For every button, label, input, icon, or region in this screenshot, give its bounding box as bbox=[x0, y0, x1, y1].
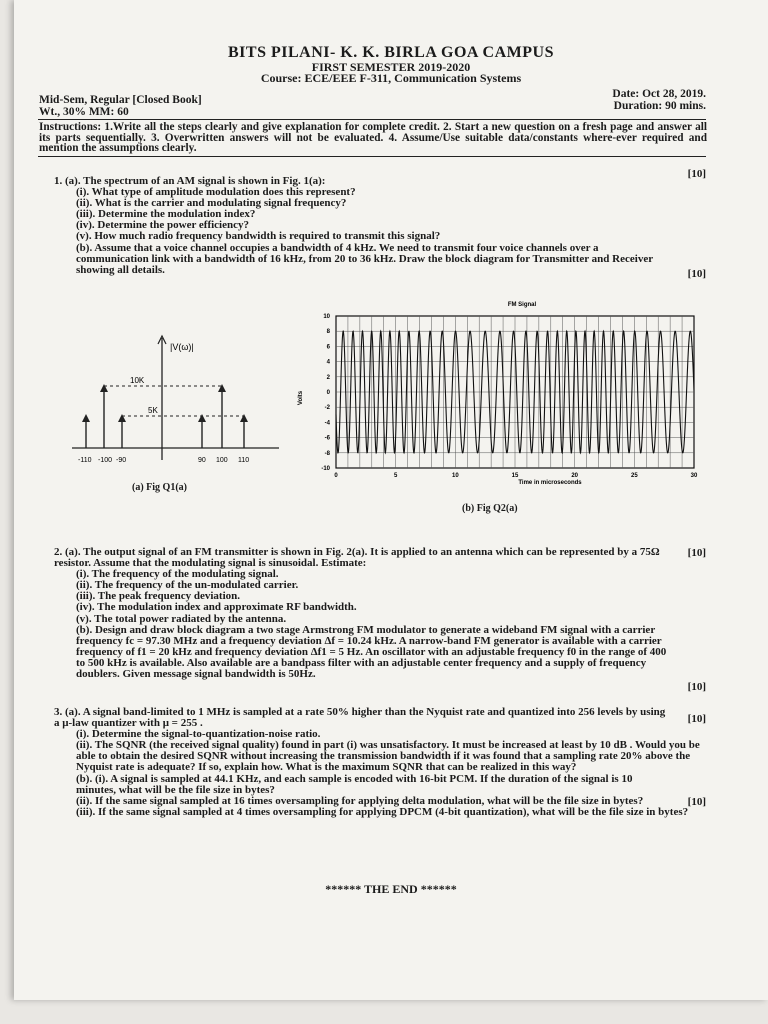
q2a-item: (v). The total power radiated by the antenna. bbox=[76, 612, 287, 625]
fig-q1a-caption: (a) Fig Q1(a) bbox=[132, 482, 187, 493]
y-tick-label: 10 bbox=[323, 314, 330, 320]
y-tick-label: -2 bbox=[324, 405, 330, 412]
q3a-item: (ii). The SQNR (the received signal quality) found in part (i) was unsatisfactory. It must be increased at least by 10 dB . Would you be able to obtain the desired SQNR without increasing the transmission bandwidth if it was found that a sampling rate 20% above the Nyquist rate is adequate? If so, explain how. What is the maximum SQNR that can be realized in this way? bbox=[76, 739, 700, 774]
y-tick-label: -8 bbox=[324, 450, 330, 457]
semester-line: FIRST SEMESTER 2019-2020 bbox=[311, 60, 471, 74]
x-tick-label: 15 bbox=[511, 473, 519, 479]
q2a-marks: [10] bbox=[687, 547, 706, 559]
x-tick-label: 25 bbox=[630, 473, 638, 479]
q1a-item: (v). How much radio frequency bandwidth is required to transmit this signal? bbox=[76, 230, 441, 243]
chart-title: FM Signal bbox=[507, 302, 537, 308]
level-low-label: 5K bbox=[148, 406, 158, 415]
x-tick-label: 10 bbox=[451, 473, 459, 479]
weightage: Wt., 30% MM: 60 bbox=[39, 106, 129, 118]
q1a-item: (i). What type of amplitude modulation does this represent? bbox=[76, 186, 356, 199]
y-tick-label: -4 bbox=[324, 420, 330, 427]
q3b-text: (b). (i). A signal is sampled at 44.1 KHz, and each sample is encoded with 16-bit PCM. If the duration of the signal is 10 minutes, what will be the file size in bytes? bbox=[76, 772, 633, 796]
instructions-rule bbox=[38, 156, 706, 157]
exam-type: Mid-Sem, Regular [Closed Book] bbox=[39, 94, 202, 106]
y-tick-label: 8 bbox=[326, 329, 330, 336]
y-tick-label: -10 bbox=[321, 466, 330, 472]
x-tick-label: 90 bbox=[198, 457, 206, 464]
level-high-label: 10K bbox=[130, 376, 145, 385]
q1a-marks: [10] bbox=[687, 168, 706, 180]
x-tick-label: 20 bbox=[571, 473, 579, 479]
exam-date: Date: Oct 28, 2019. bbox=[612, 88, 706, 100]
y-tick-label: 6 bbox=[326, 344, 330, 351]
am-spectrum-figure bbox=[64, 330, 289, 470]
y-tick-label: 2 bbox=[326, 374, 330, 381]
q1b-marks: [10] bbox=[687, 268, 706, 280]
y-tick-label: -6 bbox=[324, 435, 330, 442]
q3a-marks: [10] bbox=[687, 713, 706, 725]
question-1 bbox=[54, 176, 706, 276]
x-tick-label: 110 bbox=[238, 457, 250, 464]
q3b-marks: [10] bbox=[687, 796, 706, 808]
x-tick-label: -110 bbox=[78, 457, 92, 464]
q1b-text: (b). Assume that a voice channel occupies a bandwidth of 4 kHz. We need to transmit four voice channels over a communication link with a bandwidth of 16 kHz, from 20 to 36 kHz. Draw the block diagram for Transmitter and Receiver showing all details. bbox=[76, 241, 653, 276]
fm-signal-chart bbox=[292, 298, 702, 488]
q2b-marks: [10] bbox=[687, 681, 706, 693]
instructions: Instructions: 1.Write all the steps clearly and give explanation for complete credit. 2. Start a new question on a fresh page and answer all its parts sequentially. 3. Overwritten answers will not be evaluated. 4. Assume/Use suitable data/constants where-ever required and mention the assumptions clearly. bbox=[39, 121, 707, 154]
q1a-item: (iii). Determine the modulation index? bbox=[76, 208, 256, 221]
q2a-item: (i). The frequency of the modulating signal. bbox=[76, 568, 279, 581]
q1a-item: (iv). Determine the power efficiency? bbox=[76, 219, 249, 232]
q3a-item: (i). Determine the signal-to-quantization-noise ratio. bbox=[76, 728, 321, 741]
y-tick-label: 0 bbox=[326, 390, 330, 396]
q1a-intro: 1. (a). The spectrum of an AM signal is shown in Fig. 1(a): bbox=[54, 175, 326, 187]
q3b-item: (ii). If the same signal sampled at 16 times oversampling for applying delta modulation, what will be the file size in bytes? bbox=[76, 794, 644, 807]
q2a-item: (iv). The modulation index and approximate RF bandwidth. bbox=[76, 601, 357, 614]
x-tick-label: 100 bbox=[216, 457, 228, 464]
exam-paper bbox=[14, 0, 768, 1000]
fig-q2a-caption: (b) Fig Q2(a) bbox=[462, 503, 518, 514]
end-marker: ****** THE END ****** bbox=[325, 882, 457, 896]
university-title: BITS PILANI- K. K. BIRLA GOA CAMPUS bbox=[228, 44, 554, 61]
course-line: Course: ECE/EEE F-311, Communication Systems bbox=[260, 71, 522, 85]
q2a-text: 2. (a). The output signal of an FM transmitter is shown in Fig. 2(a). It is applied to an antenna which can be represented by a 75Ω resistor. Assume that the modulating signal is sinusoidal. Estimate: bbox=[54, 546, 660, 570]
q3a-text: 3. (a). A signal band-limited to 1 MHz is sampled at a rate 50% higher than the Nyquist rate and quantized into 256 levels by using a μ-law quantizer with μ = 255 . bbox=[54, 706, 666, 730]
x-tick-label: 5 bbox=[393, 473, 398, 479]
q2b-text: (b). Design and draw block diagram a two stage Armstrong FM modulator to generate a wideband FM signal with a carrier frequency fc = 97.30 MHz and a frequency deviation Δf = 10.24 kHz. A narrow-band FM generator is available with a carrier frequency of f1 = 20 kHz and frequency deviation Δf1 = 5 Hz. An oscillator with an adjustable frequency f0 in the range of 400 to 500 kHz is available. Also available are a bandpass filter with an adjustable center frequency and a supply of frequency doublers. Given message signal bandwidth is 50Hz. bbox=[76, 623, 667, 681]
chart-x-label: Time in microseconds bbox=[518, 480, 582, 486]
chart-y-label: Volts bbox=[298, 390, 304, 406]
x-tick-label: -90 bbox=[116, 457, 127, 464]
q2a-item: (ii). The frequency of the un-modulated carrier. bbox=[76, 579, 299, 592]
question-3 bbox=[54, 707, 706, 818]
y-tick-label: 4 bbox=[326, 359, 330, 366]
q3b-item: (iii). If the same signal sampled at 4 times oversampling for applying DPCM (4-bit quantization), what will be the file size in bytes? bbox=[76, 805, 689, 818]
x-tick-label: 30 bbox=[690, 473, 698, 479]
header-rule bbox=[38, 119, 706, 120]
exam-duration: Duration: 90 mins. bbox=[613, 100, 706, 112]
x-tick-label: -100 bbox=[98, 457, 113, 464]
q1a-item: (ii). What is the carrier and modulating signal frequency? bbox=[76, 197, 347, 210]
x-tick-label: 0 bbox=[334, 473, 338, 479]
spectrum-y-label: |V(ω)| bbox=[170, 342, 194, 352]
question-2 bbox=[54, 547, 706, 680]
q2a-item: (iii). The peak frequency deviation. bbox=[76, 590, 240, 603]
